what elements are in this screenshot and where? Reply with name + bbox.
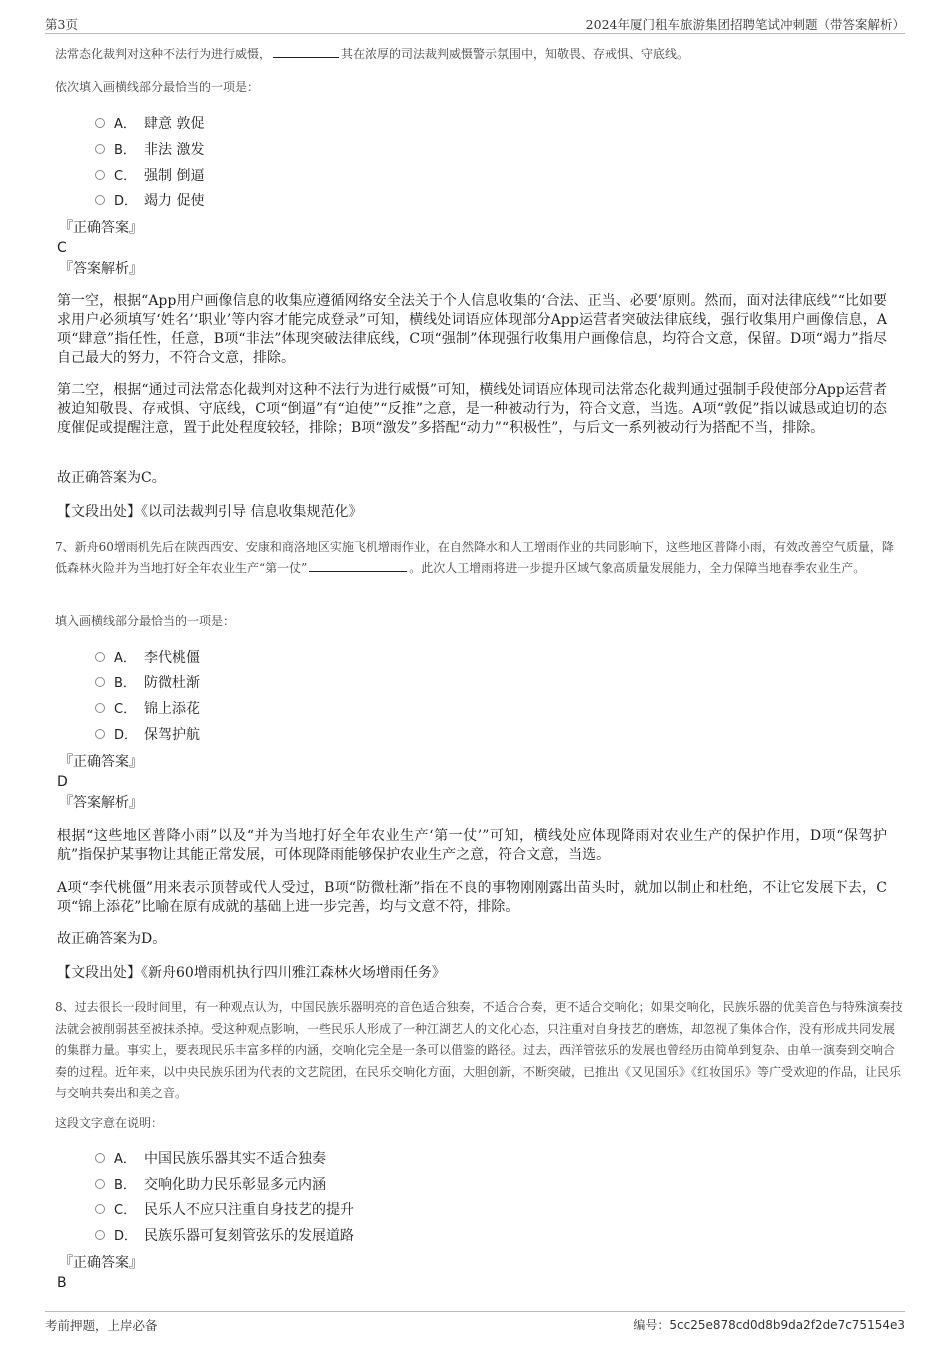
q6-answer: C [57,240,67,256]
q7-analysis-p3: 故正确答案为D。 [57,931,167,947]
radio-icon[interactable] [95,677,105,687]
page-footer [45,1311,905,1333]
radio-icon[interactable] [95,170,105,180]
q8-answer: B [57,1275,67,1291]
radio-icon[interactable] [95,729,105,739]
radio-icon[interactable] [95,1204,105,1214]
radio-icon[interactable] [95,144,105,154]
q6-source: 【文段出处】《以司法裁判引导 信息收集规范化》 [57,504,363,520]
radio-icon[interactable] [95,1179,105,1189]
q6-analysis-p1: 第一空，根据“App用户画像信息的收集应遵循网络安全法关于个人信息收集的‘合法、正当、必要’原则。然而，面对法律底线”“比如要求用户必须填写‘姓名’‘职业’等内容才能完成登录”可知，横线处词语应体现部分App运营者突破法律底线，强行收集用户画像信息，A项“肆意”指任性，任意，B项“非法”体现突破法律底线，C项“强制”体现强行收集用户画像信息，均符合文意，保留。D项“竭力”指尽自己最大的努力，不符合文意，排除。 [57,293,887,366]
q7-stem: 7、新舟60增雨机先后在陕西西安、安康和商洛地区实施飞机增雨作业，在自然降水和人工增雨作业的共同影响下，这些地区普降小雨，有效改善空气质量，降低森林火险并为当地打好全年农业生产“第一仗” 。此次人工增雨将进一步提升区域气象高质量发展能力，全力保障当地春季农业生产。 [55,540,894,575]
q7-answer-label: 『正确答案』 [59,754,143,770]
radio-icon[interactable] [95,195,105,205]
q8-option-b[interactable]: B． 交响化助力民乐彰显多元内涵 [95,1174,326,1196]
q6-option-d[interactable]: D． 竭力 促使 [95,190,204,212]
q8-option-d[interactable]: D． 民族乐器可复刻管弦乐的发展道路 [95,1225,354,1247]
document-title: 2024年厦门租车旅游集团招聘笔试冲刺题（带答案解析） [585,17,905,32]
q6-option-c[interactable]: C． 强制 倒逼 [95,165,204,187]
q7-option-c[interactable]: C． 锦上添花 [95,698,200,720]
q6-answer-label: 『正确答案』 [59,220,143,236]
q7-prompt: 填入画横线部分最恰当的一项是： [55,614,236,628]
q6-stem [55,44,905,64]
q8-option-a[interactable]: A． 中国民族乐器其实不适合独奏 [95,1148,326,1170]
radio-icon[interactable] [95,1230,105,1240]
radio-icon[interactable] [95,118,105,128]
radio-icon[interactable] [95,1153,105,1163]
q7-analysis-p1: 根据“这些地区普降小雨”以及“并为当地打好全年农业生产‘第一仗’”可知，横线处应体现降雨对农业生产的保护作用，D项“保驾护航”指保护某事物让其能正常发展，可体现降雨能够保护农业生产之意，符合文意，当选。 [57,828,887,863]
q7-answer: D [57,774,68,790]
q6-analysis-p2: 第二空，根据“通过司法常态化裁判对这种不法行为进行威慑”可知，横线处词语应体现司法常态化裁判通过强制手段使部分App运营者被迫知敬畏、存戒惧、守底线，C项“倒逼”有“迫使”“反推”之意，是一种被动行为，符合文意，当选。A项“敦促”指以诚恳或迫切的态度催促或提醒注意，置于此处程度较轻，排除；B项“激发”多搭配“动力”“积极性”，与后文一系列被动行为搭配不当，排除。 [57,382,887,436]
q6-stem-b: 其在浓厚的司法裁判威慑警示氛围中，知敬畏、存戒惧、守底线。 [341,47,690,61]
q6-stem-a: 法常态化裁判对这种不法行为进行威慑， [55,47,272,61]
q7-option-b[interactable]: B． 防微杜渐 [95,672,200,694]
q6-blank [273,46,339,58]
q6-analysis-p3: 故正确答案为C。 [57,470,166,486]
page-number: 第3页 [45,17,78,32]
document-id: 编号：5cc25e878cd0d8b9da2f2de7c75154e3 [633,1318,905,1332]
q8-option-c[interactable]: C． 民乐人不应只注重自身技艺的提升 [95,1199,354,1221]
q6-option-a[interactable]: A． 肆意 敦促 [95,113,204,135]
q6-prompt: 依次填入画横线部分最恰当的一项是： [55,80,260,94]
page-header [45,14,905,34]
footer-slogan: 考前押题，上岸必备 [45,1318,158,1333]
q7-analysis-p2: A项“李代桃僵”用来表示顶替或代人受过，B项“防微杜渐”指在不良的事物刚刚露出苗头时，就加以制止和杜绝，不让它发展下去，C项“锦上添花”比喻在原有成就的基础上进一步完善，均与文意不符，排除。 [57,880,887,915]
q8-prompt: 这段文字意在说明： [55,1116,164,1130]
q8-stem: 8、过去很长一段时间里，有一种观点认为，中国民族乐器明亮的音色适合独奏，不适合合奏，更不适合交响化；如果交响化，民族乐器的优美音色与特殊演奏技法就会被削弱甚至被抹杀掉。受这种观点影响，一些民乐人形成了一种江湖艺人的文化心态，只注重对自身技艺的磨炼，却忽视了集体合作，没有形成共同发展的集群力量。事实上，要表现民乐丰富多样的内涵，交响化完全是一条可以借鉴的路径。过去，西洋管弦乐的发展也曾经历由简单到复杂、由单一演奏到交响合奏的过程。近年来，以中央民族乐团为代表的文艺院团，在民乐交响化方面，大胆创新，不断突破，已推出《又见国乐》《红妆国乐》等广受欢迎的作品，让民乐与交响共奏出和美之音。 [55,1000,903,1100]
q7-blank [309,560,407,572]
q7-option-d[interactable]: D． 保驾护航 [95,724,200,746]
radio-icon[interactable] [95,703,105,713]
q7-option-a[interactable]: A． 李代桃僵 [95,647,200,669]
q6-option-b[interactable]: B． 非法 激发 [95,139,204,161]
radio-icon[interactable] [95,652,105,662]
q8-answer-label: 『正确答案』 [59,1255,143,1271]
q7-source: 【文段出处】《新舟60增雨机执行四川雅江森林火场增雨任务》 [57,965,446,981]
q6-analysis-label: 『答案解析』 [59,261,143,277]
q7-analysis-label: 『答案解析』 [59,795,143,811]
